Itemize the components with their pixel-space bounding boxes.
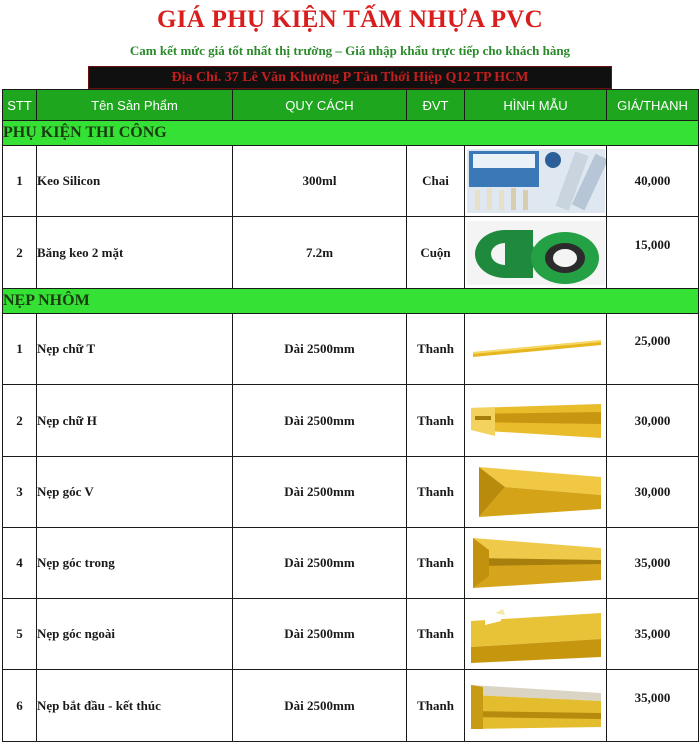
price-value: 35,000 bbox=[634, 689, 671, 705]
cell-price bbox=[607, 314, 699, 385]
cell-price bbox=[607, 217, 699, 289]
cell-unit: Thanh bbox=[407, 528, 465, 599]
cell-image bbox=[465, 457, 607, 528]
cell-unit: Thanh bbox=[407, 385, 465, 457]
inner-corner-image bbox=[465, 528, 607, 598]
table-row bbox=[3, 599, 699, 670]
address-banner: Địa Chỉ. 37 Lê Văn Khương P Tân Thới Hiệp Q12 TP HCM bbox=[88, 66, 612, 89]
cell-spec: Dài 2500mm bbox=[233, 457, 407, 528]
cell-image bbox=[465, 314, 607, 385]
table-row bbox=[3, 314, 699, 385]
cell-stt: 2 bbox=[3, 217, 37, 289]
cell-unit: Thanh bbox=[407, 314, 465, 385]
h-profile-image bbox=[465, 386, 607, 456]
cell-spec: Dài 2500mm bbox=[233, 385, 407, 457]
price-value: 35,000 bbox=[634, 555, 671, 570]
double-sided-tape-image bbox=[465, 218, 607, 288]
cell-stt: 5 bbox=[3, 599, 37, 670]
cell-price bbox=[607, 599, 699, 670]
table-row bbox=[3, 528, 699, 599]
cell-stt: 2 bbox=[3, 385, 37, 457]
table-row bbox=[3, 146, 699, 217]
cell-unit: Thanh bbox=[407, 670, 465, 742]
cell-spec: Dài 2500mm bbox=[233, 314, 407, 385]
cell-image bbox=[465, 385, 607, 457]
cell-unit: Cuộn bbox=[407, 217, 465, 289]
cell-product-name: Keo Silicon bbox=[37, 146, 233, 217]
cell-image bbox=[465, 146, 607, 217]
price-value: 35,000 bbox=[634, 626, 671, 641]
column-header-stt: STT bbox=[3, 90, 37, 121]
cell-stt: 1 bbox=[3, 146, 37, 217]
cell-image bbox=[465, 217, 607, 289]
cell-unit: Chai bbox=[407, 146, 465, 217]
column-header-spec: QUY CÁCH bbox=[233, 90, 407, 121]
section-row bbox=[3, 289, 699, 314]
price-value: 25,000 bbox=[634, 333, 671, 348]
column-header-name: Tên Sản Phẩm bbox=[37, 90, 233, 121]
v-angle-image bbox=[465, 457, 607, 527]
cell-spec: Dài 2500mm bbox=[233, 670, 407, 742]
outer-corner-image bbox=[465, 599, 607, 669]
cell-stt: 1 bbox=[3, 314, 37, 385]
price-value: 30,000 bbox=[634, 412, 671, 428]
cell-product-name: Băng keo 2 mặt bbox=[37, 217, 233, 289]
column-header-unit: ĐVT bbox=[407, 90, 465, 121]
cell-spec: 7.2m bbox=[233, 217, 407, 289]
cell-stt: 6 bbox=[3, 670, 37, 742]
cell-stt: 4 bbox=[3, 528, 37, 599]
cell-image bbox=[465, 670, 607, 742]
section-title-aluminum-trims: NẸP NHÔM bbox=[3, 289, 699, 314]
cell-price bbox=[607, 670, 699, 742]
price-table bbox=[2, 89, 699, 742]
cell-product-name: Nẹp bắt đầu - kết thúc bbox=[37, 670, 233, 742]
cell-image bbox=[465, 528, 607, 599]
table-row bbox=[3, 217, 699, 289]
cell-product-name: Nẹp chữ H bbox=[37, 385, 233, 457]
cell-product-name: Nẹp góc trong bbox=[37, 528, 233, 599]
section-title-accessories: PHỤ KIỆN THI CÔNG bbox=[3, 121, 699, 146]
table-header-row bbox=[3, 90, 699, 121]
cell-unit: Thanh bbox=[407, 457, 465, 528]
cell-price bbox=[607, 146, 699, 217]
column-header-image: HÌNH MẪU bbox=[465, 90, 607, 121]
table-row bbox=[3, 457, 699, 528]
cell-spec: 300ml bbox=[233, 146, 407, 217]
table-row bbox=[3, 670, 699, 742]
page-subtitle: Cam kết mức giá tốt nhất thị trường – Giá nhập khẩu trực tiếp cho khách hàng bbox=[129, 43, 571, 58]
cell-product-name: Nẹp chữ T bbox=[37, 314, 233, 385]
t-profile-image bbox=[465, 314, 607, 384]
cell-price bbox=[607, 528, 699, 599]
price-value: 40,000 bbox=[634, 173, 671, 188]
section-row bbox=[3, 121, 699, 146]
start-end-profile-image bbox=[465, 671, 607, 741]
cell-stt: 3 bbox=[3, 457, 37, 528]
column-header-price: GIÁ/THANH bbox=[607, 90, 699, 121]
price-value: 30,000 bbox=[634, 484, 671, 499]
cell-unit: Thanh bbox=[407, 599, 465, 670]
cell-spec: Dài 2500mm bbox=[233, 599, 407, 670]
price-value: 15,000 bbox=[634, 236, 671, 252]
cell-price bbox=[607, 457, 699, 528]
cell-image bbox=[465, 599, 607, 670]
table-row bbox=[3, 385, 699, 457]
cell-spec: Dài 2500mm bbox=[233, 528, 407, 599]
silicone-glue-image bbox=[465, 146, 607, 216]
cell-product-name: Nẹp góc V bbox=[37, 457, 233, 528]
cell-price bbox=[607, 385, 699, 457]
page-title: GIÁ PHỤ KIỆN TẤM NHỰA PVC bbox=[157, 6, 543, 33]
cell-product-name: Nẹp góc ngoài bbox=[37, 599, 233, 670]
